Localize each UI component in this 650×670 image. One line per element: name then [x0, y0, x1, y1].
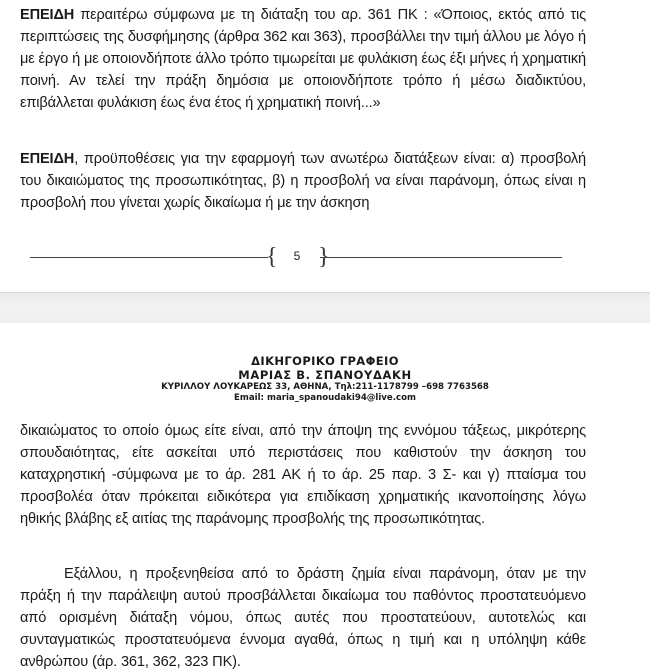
letterhead-email: Email: maria_spanoudaki94@live.com — [234, 393, 416, 403]
document-page-6 — [0, 323, 650, 670]
footer-rule-left — [30, 257, 268, 258]
page-separator — [0, 292, 650, 324]
paragraph-lead: ΕΠΕΙΔΗ — [20, 7, 75, 23]
paragraph-continuation — [20, 420, 586, 530]
footer-bracket-right: } — [318, 244, 330, 270]
paragraph-art-361 — [20, 4, 586, 114]
paragraph-prerequisites — [20, 148, 586, 214]
paragraph-lead: ΕΠΕΙΔΗ — [20, 151, 75, 167]
page-number: 5 — [293, 249, 301, 263]
letterhead-office: ΔΙΚΗΓΟΡΙΚΟ ΓΡΑΦΕΙΟ — [251, 354, 399, 368]
letterhead — [0, 354, 650, 404]
paragraph-text: Εξάλλου, η προξενηθείσα από το δράστη ζημία είναι παράνομη, όταν με την πράξη ή την παράλειψη αυτού προσβάλλεται δικαίωμα του παθόντος προστατευόμενο από ορισμένη διάταξη νόμου, όπως αυτές που προστατεύουν, αυτοτελώς και συνταγματικώς προστατευόμενα έννομα αγαθά, όπως η τιμή και η υπόληψη κάθε ανθρώπου (άρ. 361, 362, 323 ΠΚ). — [20, 566, 586, 670]
paragraph-text: περαιτέρω σύμφωνα με τη διάταξη του αρ. 361 ΠΚ : «Όποιος, εκτός από τις περιπτώσεις της δυσφήμησης (άρθρα 362 και 363), προσβάλλει την τιμή άλλου με λόγο ή με έργο ή με οποιονδήποτε άλλο τρόπο τιμωρείται με φυλάκιση έως έξι μήνες ή χρηματική ποινή. Αν τελεί την πράξη δημόσια με οποιονδήποτε τρόπο ή μέσω διαδικτύου, επιβάλλεται φυλάκιση έως ένα έτος ή χρηματική ποινή...» — [20, 7, 586, 111]
paragraph-damage — [20, 563, 586, 670]
letterhead-name: ΜΑΡΙΑΣ Β. ΣΠΑΝΟΥΔΑΚΗ — [238, 368, 412, 382]
paragraph-text: δικαιώματος το οποίο όμως είτε είναι, από την άποψη της εννόμου τάξεως, μικρότερης σπουδαιότητας, είτε ασκείται υπό περιστάσεις που καθιστούν την άσκηση του καταχρηστική -σύμφωνα με το άρ. 281 ΑΚ ή το άρ. 25 παρ. 3 Σ- και γ) πταίσμα του προσβολέα όταν πρόκειται ειδικότερα για επιδίκαση χρηματικής ικανοποίησης λόγω ηθικής βλάβης εξ αιτίας της παράνομης προσβολής της προσωπικότητας. — [20, 423, 586, 527]
letterhead-address: ΚΥΡΙΛΛΟΥ ΛΟΥΚΑΡΕΩΣ 33, ΑΘΗΝΑ, Τηλ:211-1178799 –698 7763568 — [161, 382, 489, 392]
footer-bracket-left: { — [266, 244, 278, 270]
document-page-5 — [0, 0, 650, 292]
paragraph-text: , προϋποθέσεις για την εφαρμογή των ανωτέρω διατάξεων είναι: α) προσβολή του δικαιώματος της προσωπικότητας, β) η προσβολή να είναι παράνομη, όπως είναι η προσβολή που γίνεται χωρίς δικαίωμα ή με την άσκηση — [20, 151, 586, 211]
footer-rule-right — [320, 257, 562, 258]
page-footer — [30, 243, 562, 273]
